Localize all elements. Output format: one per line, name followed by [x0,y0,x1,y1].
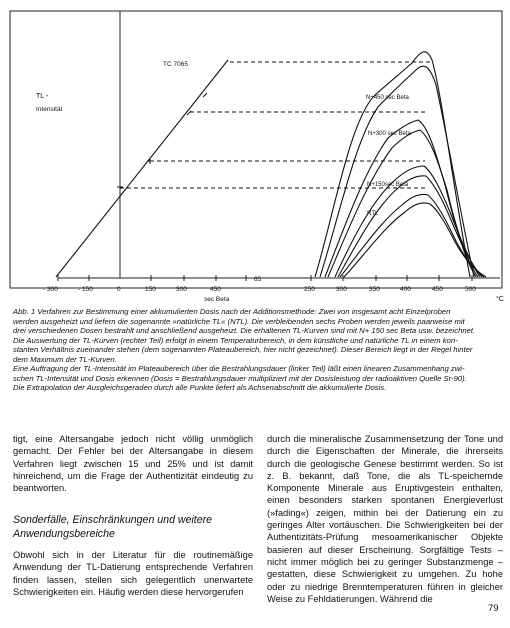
figure-caption [13,307,503,393]
tl-axis-label: TL - [36,93,49,100]
curve-label-n300: N+300 sec Beta [368,131,411,137]
caption-line: Die Extrapolation der Ausgleichsgeraden durch alle Punkte liefert als Achsenabschnitt die akkumulierte Dosis. [13,383,387,392]
curve-label-n450: N+450 sec Beta [366,95,409,101]
tl-figure [0,0,510,305]
temp-tick-label: 300 [336,286,347,293]
section-heading: Sonderfälle, Einschränkungen und weitere Anwendungsbereiche [13,514,213,540]
page-number: 79 [488,603,499,614]
caption-line: schen TL-Intensität und Dosis erkennen (Dosis = Bestrahlungsdauer multipliziert mit der Dosisleistung der radioaktiven Quelle Sr-90). [13,373,467,383]
x-tick-label: 300 [176,286,187,293]
label-65: 65 [254,276,262,283]
x-unit-label: sec Beta [204,296,230,303]
caption-line: Eine Auftragung der TL-Intensität im Plateaubereich über die Bestrahlungsdauer (linker Teil) läßt einen linearen Zusammenhang zwi- [13,364,465,373]
intensity-axis-label: Intensität [36,106,63,113]
caption-line: drei verschiedenen Dosen bestrahlt und anschließend ausgeheizt. Die erhaltenen TL-Kurven sind mit N+ 150 sec Beta usw. bezeichnet. [13,326,476,335]
regression-line [56,60,228,277]
curve-label-ntl: NTL [367,211,379,217]
caption-line: stanten Verhältnis zueinander stehen (dem sogenannten Plateaubereich, hier nicht gezeichnet). Dieser Bereich liegt in der Regel hinter [13,345,473,354]
right-column [267,433,503,605]
caption-line: Die Auswertung der TL-Kurven (rechter Teil) erfolgt in einem Temperaturbereich, in dem künstliche und natürliche TL in einem kon- [13,335,458,345]
paragraph: tigt, eine Altersangabe jedoch nicht völlig unmöglich gemacht. Der Fehler bei der Altersangabe in diesem Verfahren liegt zwischen 15 und 25% und ist damit hinreichend, um die Frage der Authentizität eindeutig zu beantworten. [13,434,253,494]
curve-ntl-b [344,203,486,277]
left-column-top [13,433,253,494]
x-tick-label: 150 [145,286,156,293]
data-point [203,93,207,97]
tc-label: TC 7065 [163,61,188,68]
temp-tick-label: 500 [465,286,476,293]
x-tick-label: 0 [117,286,121,293]
temp-tick-label: 350 [369,286,380,293]
figure-frame [10,11,502,288]
curve-label-n150: N+150sec Beta [367,182,409,188]
tl-curves [315,52,486,277]
x-tick-label: - 150 [78,286,93,293]
caption-line: dem Maximum der TL-Kurven. [13,354,117,364]
x-tick-label: 450 [210,286,221,293]
temp-tick-label: 400 [400,286,411,293]
x-tick-label: - 300 [43,286,58,293]
paragraph: durch die mineralische Zusammensetzung der Tone und durch die Eigenschaften der Minerale, die ihrerseits durch die geologische Genese bestimmt werden. So ist z. B. bekannt, daß Tone, die als TL-speichernde Komponente Minerale aus Eruptivgestein enthalten, einen besonders starken spontanen Energieverlust (»fading«) zeigen, mithin bei der Datierung ein zu geringes Alter vortäuschen. Die Schwierigkeiten bei der Authentizitäts-Prüfung mesoamerikanischer Objekte basieren auf dieser Erscheinung. Sorgfältige Tests – nicht immer möglich bei zu geringer Substanzmenge – gestatten, diese Schwierigkeit zu umgehen. Zu hohe oder zu niedrige Brenntemperaturen führen in gleicher Weise zu Fehldatierungen. Während die [267,434,503,604]
caption-line: Abb. 1 Verfahren zur Bestimmung einer akkumulierten Dosis nach der Additionsmethode: Zwei von insgesamt acht Einzelproben [13,307,451,316]
temp-tick-label: 250 [304,286,315,293]
temp-tick-label: 450 [432,286,443,293]
curve-n300-a [325,120,476,277]
caption-line: werden ausgeheizt und liefern die sogenannte »natürliche TL« (NTL). Die verbleibenden sechs Proben werden jeweils paarweise mit [13,316,465,326]
temp-unit-label: °C [496,296,504,303]
left-column-bottom: Obwohl sich in der Literatur für die routinemäßige Anwendung der TL-Datierung entsprechende Verfahren finden lassen, stellen sich gelegentlich unerwartete Schwierigkeiten ein. Häufig werden diese hervorgerufen [13,550,253,597]
